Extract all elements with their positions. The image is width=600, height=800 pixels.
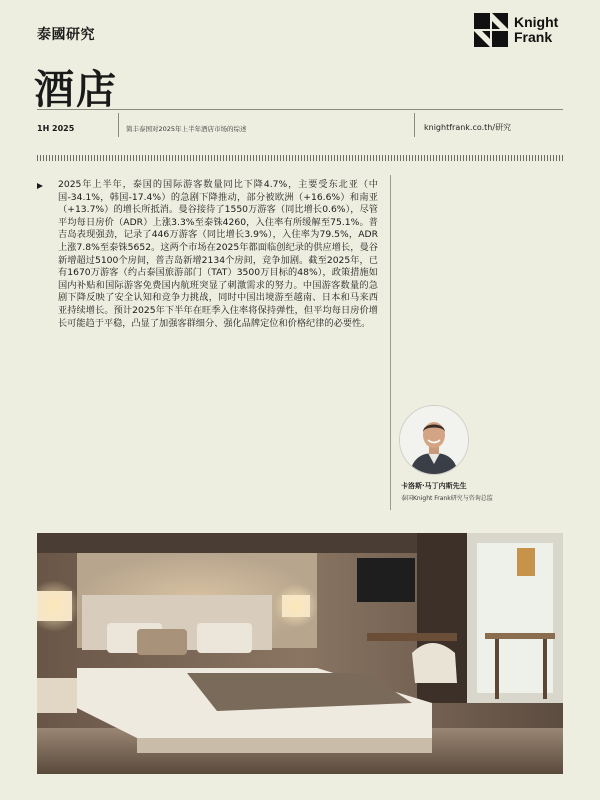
column-divider xyxy=(390,175,391,510)
logo-line-1: Knight xyxy=(514,14,559,30)
header-divider xyxy=(37,109,563,110)
knight-frank-logo xyxy=(474,10,574,50)
report-description: 简丰泰国对2025年上半年酒店市场的综述 xyxy=(126,125,247,133)
report-date: 1H 2025 xyxy=(37,124,75,133)
page-title: 酒店 xyxy=(34,67,118,113)
meta-separator xyxy=(118,113,119,137)
website-link[interactable]: knightfrank.co.th/研究 xyxy=(424,123,512,132)
section-label: 泰國研究 xyxy=(37,27,95,43)
hotel-room-illustration xyxy=(37,533,563,774)
knight-frank-logo-icon xyxy=(474,13,508,47)
person-title: 泰国Knight Frank研究与咨询总监 xyxy=(401,495,493,502)
hotel-room-photo xyxy=(37,533,563,774)
person-name: 卡洛斯·马丁内斯先生 xyxy=(401,482,467,490)
triangle-bullet-icon xyxy=(37,183,43,189)
person-portrait-icon xyxy=(400,406,468,474)
avatar xyxy=(399,405,469,475)
meta-separator xyxy=(414,113,415,137)
logo-line-2: Frank xyxy=(514,29,553,45)
hatched-divider xyxy=(37,155,563,161)
summary-paragraph: 2025年上半年，泰国的国际游客数量同比下降4.7%，主要受东北亚（中国-34.1%，韩国-17.4%）的急剧下降推动，部分被欧洲（+16.6%）和南亚（+13.7%）的增长所抵消。曼谷接待了1550万游客（同比增长0.6%），尽管平均每日房价（ADR）上涨3.3%至泰铢4260，入住率有所缓解至75.1%。普吉岛表现强劲，记录了446万游客（同比增长3.9%），入住率为79.5%，ADR上涨7.8%至泰铢5652。这两个市场在2025年都面临创纪录的供应增长，曼谷新增超过5100个房间，普吉岛新增2134个房间，竞争加剧。截至2025年，已有1670万游客（约占泰国旅游部门（TAT）3500万目标的48%），政策措施如国内补贴和国际游客免费国内航班突显了刺激需求的努力。中国游客数量的急剧下降反映了安全认知和竞争力挑战，同时中国出境游至越南、日本和马来西亚持续增长。预计2025年下半年在旺季入住率将保持弹性，但平均每日房价增长可能趋于平稳，凸显了加强客群细分、强化品牌定位和价格纪律的必要性。 xyxy=(58,179,378,329)
